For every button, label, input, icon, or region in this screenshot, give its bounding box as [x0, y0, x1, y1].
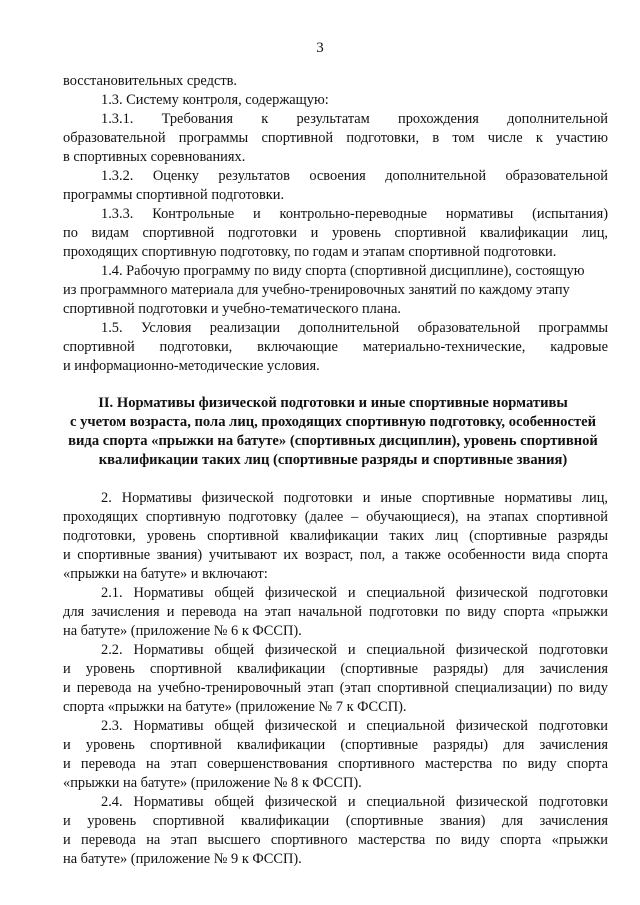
- page-number: 3: [316, 40, 324, 56]
- text-line: и перевода на этап совершенствования спортивного мастерства по виду спорта: [63, 756, 608, 772]
- text-line: и уровень спортивной квалификации (спортивные разряды) для зачисления: [63, 661, 608, 677]
- text-line: 2. Нормативы физической подготовки и иные спортивные нормативы лиц,: [101, 490, 608, 506]
- text-line: и спортивные звания) учитывают их возраст, пол, а также особенности вида спорта: [63, 547, 608, 563]
- text-line: 1.3. Систему контроля, содержащую:: [101, 92, 329, 108]
- text-line: «прыжки на батуте» (приложение № 8 к ФССП).: [63, 775, 362, 791]
- text-line: 1.3.3. Контрольные и контрольно-переводные нормативы (испытания): [101, 206, 608, 222]
- text-line: 1.3.2. Оценку результатов освоения дополнительной образовательной: [101, 168, 608, 184]
- text-line: спортивной подготовки, включающие материально-технические, кадровые: [63, 339, 608, 355]
- text-line: подготовки, уровень спортивной квалификации таких лиц (спортивные разряды: [63, 528, 608, 544]
- text-line: и перевода на учебно-тренировочный этап (этап спортивной специализации) по виду: [63, 680, 608, 696]
- text-line: «прыжки на батуте» и включают:: [63, 566, 268, 582]
- text-line: и перевода на этап высшего спортивного мастерства по виду спорта «прыжки: [63, 832, 608, 848]
- text-line: 1.5. Условия реализации дополнительной образовательной программы: [101, 320, 608, 336]
- text-line: 2.3. Нормативы общей физической и специальной физической подготовки: [101, 718, 608, 734]
- text-line: 1.4. Рабочую программу по виду спорта (спортивной дисциплине), состоящую: [101, 263, 585, 279]
- section-heading: II. Нормативы физической подготовки и иные спортивные нормативы: [98, 395, 568, 411]
- text-line: спортивной подготовки и учебно-тематического плана.: [63, 301, 401, 317]
- section-heading: с учетом возраста, пола лиц, проходящих спортивную подготовку, особенностей: [70, 414, 596, 430]
- text-line: восстановительных средств.: [63, 73, 238, 89]
- text-line: образовательной программы спортивной подготовки, в том числе к участию: [63, 130, 608, 146]
- section-heading: вида спорта «прыжки на батуте» (спортивных дисциплин), уровень спортивной: [68, 433, 598, 449]
- text-line: проходящих спортивную подготовку (далее – обучающиеся), на этапах спортивной: [63, 509, 608, 525]
- text-line: и уровень спортивной квалификации (спортивные разряды) для зачисления: [63, 737, 608, 753]
- text-line: 2.2. Нормативы общей физической и специальной физической подготовки: [101, 642, 608, 658]
- text-line: спорта «прыжки на батуте» (приложение № 7 к ФССП).: [63, 699, 407, 715]
- text-line: по видам спортивной подготовки и уровень спортивной квалификации лиц,: [63, 225, 608, 241]
- section-heading: квалификации таких лиц (спортивные разряды и спортивные звания): [98, 452, 568, 468]
- text-line: для зачисления и перевода на этап начальной подготовки по виду спорта «прыжки: [63, 604, 608, 620]
- text-line: 2.4. Нормативы общей физической и специальной физической подготовки: [101, 794, 608, 810]
- text-line: 2.1. Нормативы общей физической и специальной физической подготовки: [101, 585, 608, 601]
- text-line: программы спортивной подготовки.: [63, 187, 285, 203]
- text-line: и информационно-методические условия.: [63, 358, 320, 374]
- text-line: 1.3.1. Требования к результатам прохождения дополнительной: [101, 111, 608, 127]
- text-line: и уровень спортивной квалификации (спортивные звания) для зачисления: [63, 813, 608, 829]
- text-line: на батуте» (приложение № 6 к ФССП).: [63, 623, 302, 639]
- text-line: на батуте» (приложение № 9 к ФССП).: [63, 851, 302, 867]
- text-line: из программного материала для учебно-тренировочных занятий по каждому этапу: [63, 282, 570, 298]
- text-line: проходящих спортивную подготовку, по годам и этапам спортивной подготовки.: [63, 244, 557, 260]
- text-line: в спортивных соревнованиях.: [63, 149, 246, 165]
